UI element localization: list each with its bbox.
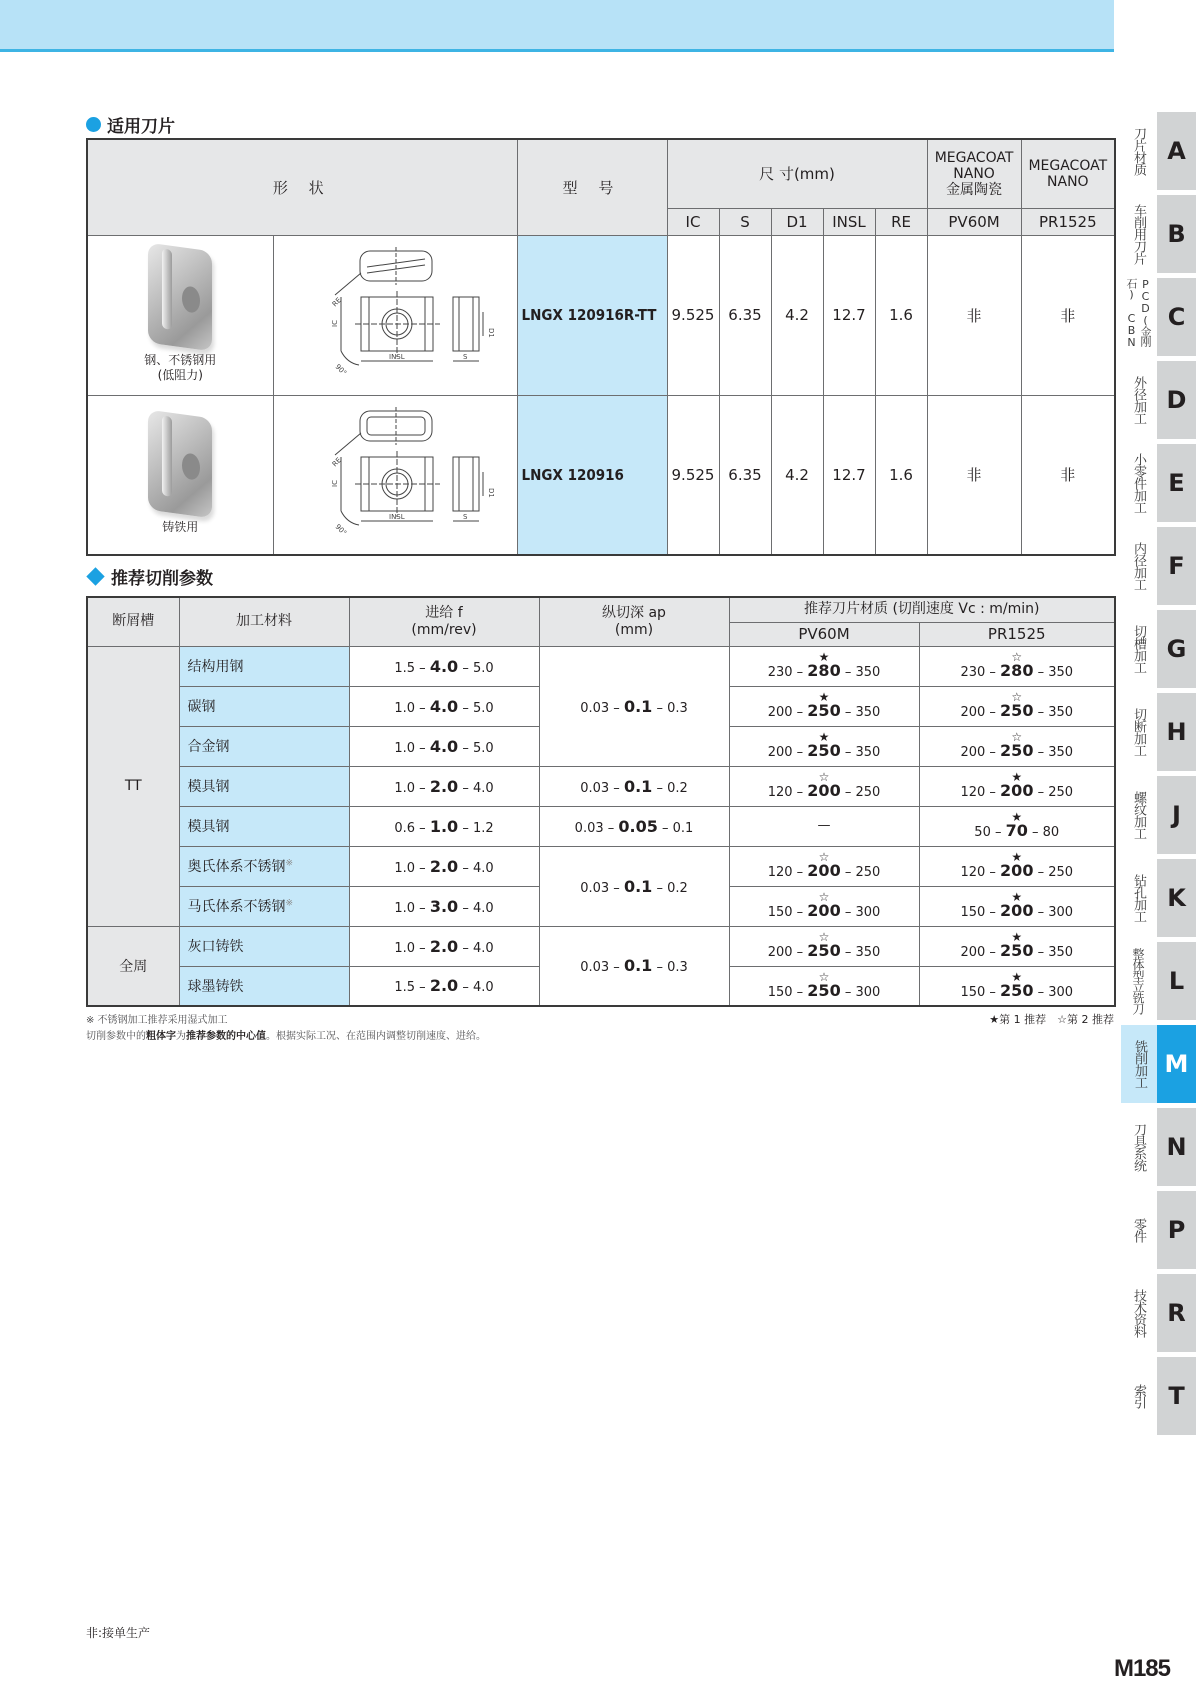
- svg-text:90°: 90°: [333, 522, 349, 537]
- header-re: RE: [875, 208, 927, 235]
- tab-label: 零件: [1131, 1218, 1146, 1242]
- index-tab-k[interactable]: [1121, 859, 1200, 937]
- index-tab-b[interactable]: [1121, 195, 1200, 273]
- insert-photo-cell: [87, 235, 273, 395]
- svg-text:90°: 90°: [333, 362, 349, 378]
- material: 合金钢: [179, 726, 349, 766]
- feed-unit: (mm/rev): [411, 621, 477, 638]
- dim-insl: 12.7: [823, 235, 875, 395]
- insert-table: [86, 138, 1116, 556]
- tab-letter: N: [1157, 1108, 1196, 1186]
- tab-letter: K: [1157, 859, 1196, 937]
- speed-pr1525: ☆ 200 – 250 – 350: [919, 726, 1115, 766]
- header-pv60m: PV60M: [729, 622, 919, 646]
- second-recommend-star-icon: ☆: [818, 890, 830, 904]
- section-title-cutting: [86, 564, 213, 589]
- header-feed: [349, 597, 539, 646]
- first-recommend-star-icon: ★: [1011, 770, 1023, 784]
- insert-photo-cell: [87, 395, 273, 555]
- tab-label: 切槽加工: [1131, 625, 1146, 673]
- insert-technical-drawing: [295, 245, 495, 385]
- depth-value: 0.03 – 0.1 – 0.2: [539, 766, 729, 806]
- material: 灰口铸铁: [179, 926, 349, 966]
- stock-pv60m: 非: [927, 235, 1021, 395]
- depth-value: 0.03 – 0.05 – 0.1: [539, 806, 729, 846]
- svg-text:S: S: [463, 353, 468, 361]
- feed-value: 1.0 – 3.0 – 4.0: [349, 886, 539, 926]
- tab-letter: L: [1157, 942, 1196, 1020]
- insert-photo: [148, 410, 212, 519]
- speed-pr1525: ☆ 230 – 280 – 350: [919, 646, 1115, 686]
- chipbreaker-tt: TT: [87, 646, 179, 926]
- first-recommend-star-icon: ★: [818, 690, 830, 704]
- tab-letter: B: [1157, 195, 1196, 273]
- page-number: M185: [1113, 1655, 1170, 1682]
- header-grade1-coating: [927, 139, 1021, 208]
- material: 奥氏体系不锈钢※: [179, 846, 349, 886]
- chapter-index-tabs: [1121, 112, 1200, 1440]
- tab-label: 外径加工: [1131, 376, 1146, 424]
- second-recommend-star-icon: ☆: [818, 850, 830, 864]
- bullet-dot-icon: [86, 117, 101, 132]
- feed-value: 1.0 – 4.0 – 5.0: [349, 686, 539, 726]
- first-recommend-star-icon: ★: [818, 650, 830, 664]
- speed-pr1525: ☆ 200 – 250 – 350: [919, 686, 1115, 726]
- index-tab-j[interactable]: [1121, 776, 1200, 854]
- speed-pv60m: ☆ 200 – 250 – 350: [729, 926, 919, 966]
- tab-label: 螺纹加工: [1131, 791, 1146, 839]
- section-title-inserts: [86, 112, 175, 137]
- speed-pr1525: ★ 150 – 250 – 300: [919, 966, 1115, 1006]
- table-row: [87, 806, 1115, 846]
- svg-text:RE: RE: [330, 455, 343, 469]
- bullet-diamond-icon: [86, 567, 104, 585]
- speed-pr1525: ★ 50 – 70 – 80: [919, 806, 1115, 846]
- feed-value: 0.6 – 1.0 – 1.2: [349, 806, 539, 846]
- first-recommend-star-icon: ★: [1011, 930, 1023, 944]
- model-number: LNGX 120916R-TT: [517, 235, 667, 395]
- header-material: 加工材料: [179, 597, 349, 646]
- material: 结构用钢: [179, 646, 349, 686]
- svg-text:RE: RE: [330, 296, 343, 309]
- feed-value: 1.5 – 4.0 – 5.0: [349, 646, 539, 686]
- header-ic: IC: [667, 208, 719, 235]
- header-depth: [539, 597, 729, 646]
- first-recommend-star-icon: ★: [1011, 850, 1023, 864]
- insert-technical-drawing: [295, 405, 495, 545]
- insert-drawing-cell: [273, 235, 517, 395]
- table-row: [87, 395, 1115, 555]
- index-tab-g[interactable]: [1121, 610, 1200, 688]
- header-insl: INSL: [823, 208, 875, 235]
- dim-insl: 12.7: [823, 395, 875, 555]
- second-recommend-star-icon: ☆: [818, 969, 830, 984]
- tab-label: 索引: [1131, 1384, 1146, 1408]
- dim-s: 6.35: [719, 395, 771, 555]
- index-tab-d[interactable]: [1121, 361, 1200, 439]
- tab-letter: P: [1157, 1191, 1196, 1269]
- table-row: [87, 646, 1115, 686]
- speed-pv60m: ☆ 150 – 250 – 300: [729, 966, 919, 1006]
- header-chipbreaker: 断屑槽: [87, 597, 179, 646]
- table-row: [87, 926, 1115, 966]
- index-tab-a[interactable]: [1121, 112, 1200, 190]
- index-tab-h[interactable]: [1121, 693, 1200, 771]
- stock-pr1525: 非: [1021, 395, 1115, 555]
- speed-pv60m: ★ 200 – 250 – 350: [729, 726, 919, 766]
- speed-pr1525: ★ 120 – 200 – 250: [919, 846, 1115, 886]
- second-recommend-star-icon: ☆: [1011, 650, 1023, 664]
- index-tab-p[interactable]: [1121, 1191, 1200, 1269]
- tab-label: 刀片材质: [1131, 127, 1146, 175]
- header-grade-group: 推荐刀片材质 (切削速度 Vc : m/min): [729, 597, 1115, 622]
- legend-made-to-order: 非:接单生产: [86, 1626, 151, 1640]
- stock-pr1525: 非: [1021, 235, 1115, 395]
- top-header-band: [0, 0, 1114, 52]
- tab-label: 切断加工: [1131, 708, 1146, 756]
- svg-text:D1: D1: [487, 487, 495, 498]
- svg-text:D1: D1: [487, 328, 495, 338]
- svg-text:S: S: [463, 512, 468, 521]
- header-dimensions: 尺 寸(mm): [667, 139, 927, 208]
- grade2-line2: NANO: [1047, 173, 1089, 190]
- usage-label: 钢、不锈钢用: [144, 353, 217, 367]
- grade1-line1: MEGACOAT: [934, 149, 1014, 166]
- feed-value: 1.0 – 2.0 – 4.0: [349, 766, 539, 806]
- tab-label: PCD(金刚石) CBN: [1125, 278, 1152, 348]
- feed-value: 1.0 – 4.0 – 5.0: [349, 726, 539, 766]
- tab-label: 内径加工: [1131, 542, 1146, 590]
- speed-pv60m: ☆ 120 – 200 – 250: [729, 846, 919, 886]
- section-title-text: 推荐切削参数: [111, 569, 213, 589]
- header-pr1525: PR1525: [919, 622, 1115, 646]
- star-legend: ★第 1 推荐 ☆第 2 推荐: [989, 1013, 1114, 1026]
- index-tab-e[interactable]: [1121, 444, 1200, 522]
- material: 马氏体系不锈钢※: [179, 886, 349, 926]
- tab-letter: H: [1157, 693, 1196, 771]
- dim-re: 1.6: [875, 235, 927, 395]
- second-recommend-star-icon: ☆: [1011, 690, 1023, 704]
- header-grade2-coating: [1021, 139, 1115, 208]
- dim-re: 1.6: [875, 395, 927, 555]
- svg-text:INSL: INSL: [389, 512, 405, 521]
- usage-label-sub: (低阻力): [157, 368, 203, 382]
- speed-pr1525: ★ 120 – 200 – 250: [919, 766, 1115, 806]
- insert-photo: [148, 243, 212, 352]
- stock-pv60m: 非: [927, 395, 1021, 555]
- footnote-wet-machining: ※ 不锈钢加工推荐采用湿式加工: [86, 1015, 228, 1026]
- speed-pv60m: ★ 230 – 280 – 350: [729, 646, 919, 686]
- grade1-line2: NANO: [953, 165, 995, 182]
- tab-label: 小零件加工: [1131, 453, 1146, 513]
- cutting-parameters-table: [86, 596, 1116, 1007]
- index-tab-l[interactable]: [1121, 942, 1200, 1020]
- tab-letter: T: [1157, 1357, 1196, 1435]
- first-recommend-star-icon: ★: [1011, 810, 1023, 824]
- first-recommend-star-icon: ★: [1011, 969, 1023, 984]
- speed-pr1525: ★ 150 – 200 – 300: [919, 886, 1115, 926]
- svg-text:INSL: INSL: [389, 353, 405, 361]
- usage-label: 铸铁用: [162, 520, 199, 535]
- grade2-line1: MEGACOAT: [1028, 157, 1108, 174]
- footnote-mark: ※: [285, 898, 294, 909]
- dim-ic: 9.525: [667, 235, 719, 395]
- material: 模具钢: [179, 806, 349, 846]
- material: 模具钢: [179, 766, 349, 806]
- tab-letter: F: [1157, 527, 1196, 605]
- tab-letter: J: [1157, 776, 1196, 854]
- material: 碳钢: [179, 686, 349, 726]
- model-number: LNGX 120916: [517, 395, 667, 555]
- first-recommend-star-icon: ★: [1011, 890, 1023, 904]
- tab-letter: A: [1157, 112, 1196, 190]
- svg-text:IC: IC: [331, 320, 339, 327]
- speed-pv60m: ★ 200 – 250 – 350: [729, 686, 919, 726]
- depth-value: 0.03 – 0.1 – 0.3: [539, 926, 729, 1006]
- depth-value: 0.03 – 0.1 – 0.2: [539, 846, 729, 926]
- feed-value: 1.0 – 2.0 – 4.0: [349, 926, 539, 966]
- material: 球墨铸铁: [179, 966, 349, 1006]
- insert-drawing-cell: [273, 395, 517, 555]
- header-model: 型 号: [517, 139, 667, 235]
- tab-letter: D: [1157, 361, 1196, 439]
- depth-label: 纵切深 ap: [602, 604, 666, 621]
- index-tab-c[interactable]: [1121, 278, 1200, 356]
- grade1-line3: 金属陶瓷: [946, 181, 1003, 198]
- dim-ic: 9.525: [667, 395, 719, 555]
- tab-label: 技术资料: [1131, 1289, 1146, 1337]
- speed-pr1525: ★ 200 – 250 – 350: [919, 926, 1115, 966]
- tab-label: 车削用刀片: [1131, 204, 1146, 264]
- svg-text:IC: IC: [331, 479, 339, 487]
- tab-letter: M: [1157, 1025, 1196, 1103]
- index-tab-m-active[interactable]: [1121, 1025, 1200, 1103]
- second-recommend-star-icon: ☆: [1011, 730, 1023, 744]
- header-pv60m: PV60M: [927, 208, 1021, 235]
- tab-label: 刀具系统: [1131, 1123, 1146, 1171]
- footnote-mark: ※: [285, 858, 294, 869]
- footnote-bold-values: 切削参数中的粗体字为推荐参数的中心值。根据实际工况、在范围内调整切削速度、进给。: [86, 1031, 486, 1042]
- speed-pv60m: ☆ 150 – 200 – 300: [729, 886, 919, 926]
- tab-label: 铣削加工: [1121, 1025, 1157, 1103]
- depth-unit: (mm): [614, 621, 654, 638]
- speed-pv60m: ☆ 120 – 200 – 250: [729, 766, 919, 806]
- section-title-text: 适用刀片: [107, 117, 175, 137]
- second-recommend-star-icon: ☆: [818, 930, 830, 944]
- table-row: [87, 766, 1115, 806]
- tab-letter: C: [1157, 278, 1196, 356]
- index-tab-n[interactable]: [1121, 1108, 1200, 1186]
- header-shape: 形 状: [87, 139, 517, 235]
- tab-label: 钻孔加工: [1131, 874, 1146, 922]
- depth-value: 0.03 – 0.1 – 0.3: [539, 646, 729, 766]
- header-s: S: [719, 208, 771, 235]
- feed-value: 1.5 – 2.0 – 4.0: [349, 966, 539, 1006]
- tab-letter: E: [1157, 444, 1196, 522]
- feed-label: 进给 f: [425, 604, 463, 621]
- tab-letter: G: [1157, 610, 1196, 688]
- dim-d1: 4.2: [771, 395, 823, 555]
- index-tab-t[interactable]: [1121, 1357, 1200, 1435]
- table-row: [87, 846, 1115, 886]
- dim-s: 6.35: [719, 235, 771, 395]
- index-tab-r[interactable]: [1121, 1274, 1200, 1352]
- index-tab-f[interactable]: [1121, 527, 1200, 605]
- header-pr1525: PR1525: [1021, 208, 1115, 235]
- table-row: [87, 235, 1115, 395]
- speed-pv60m-na: —: [729, 806, 919, 846]
- header-d1: D1: [771, 208, 823, 235]
- tab-letter: R: [1157, 1274, 1196, 1352]
- second-recommend-star-icon: ☆: [818, 770, 830, 784]
- feed-value: 1.0 – 2.0 – 4.0: [349, 846, 539, 886]
- first-recommend-star-icon: ★: [818, 730, 830, 744]
- tab-label: 整体型立铣刀: [1131, 948, 1145, 1014]
- chipbreaker-all-around: 全周: [87, 926, 179, 1006]
- dim-d1: 4.2: [771, 235, 823, 395]
